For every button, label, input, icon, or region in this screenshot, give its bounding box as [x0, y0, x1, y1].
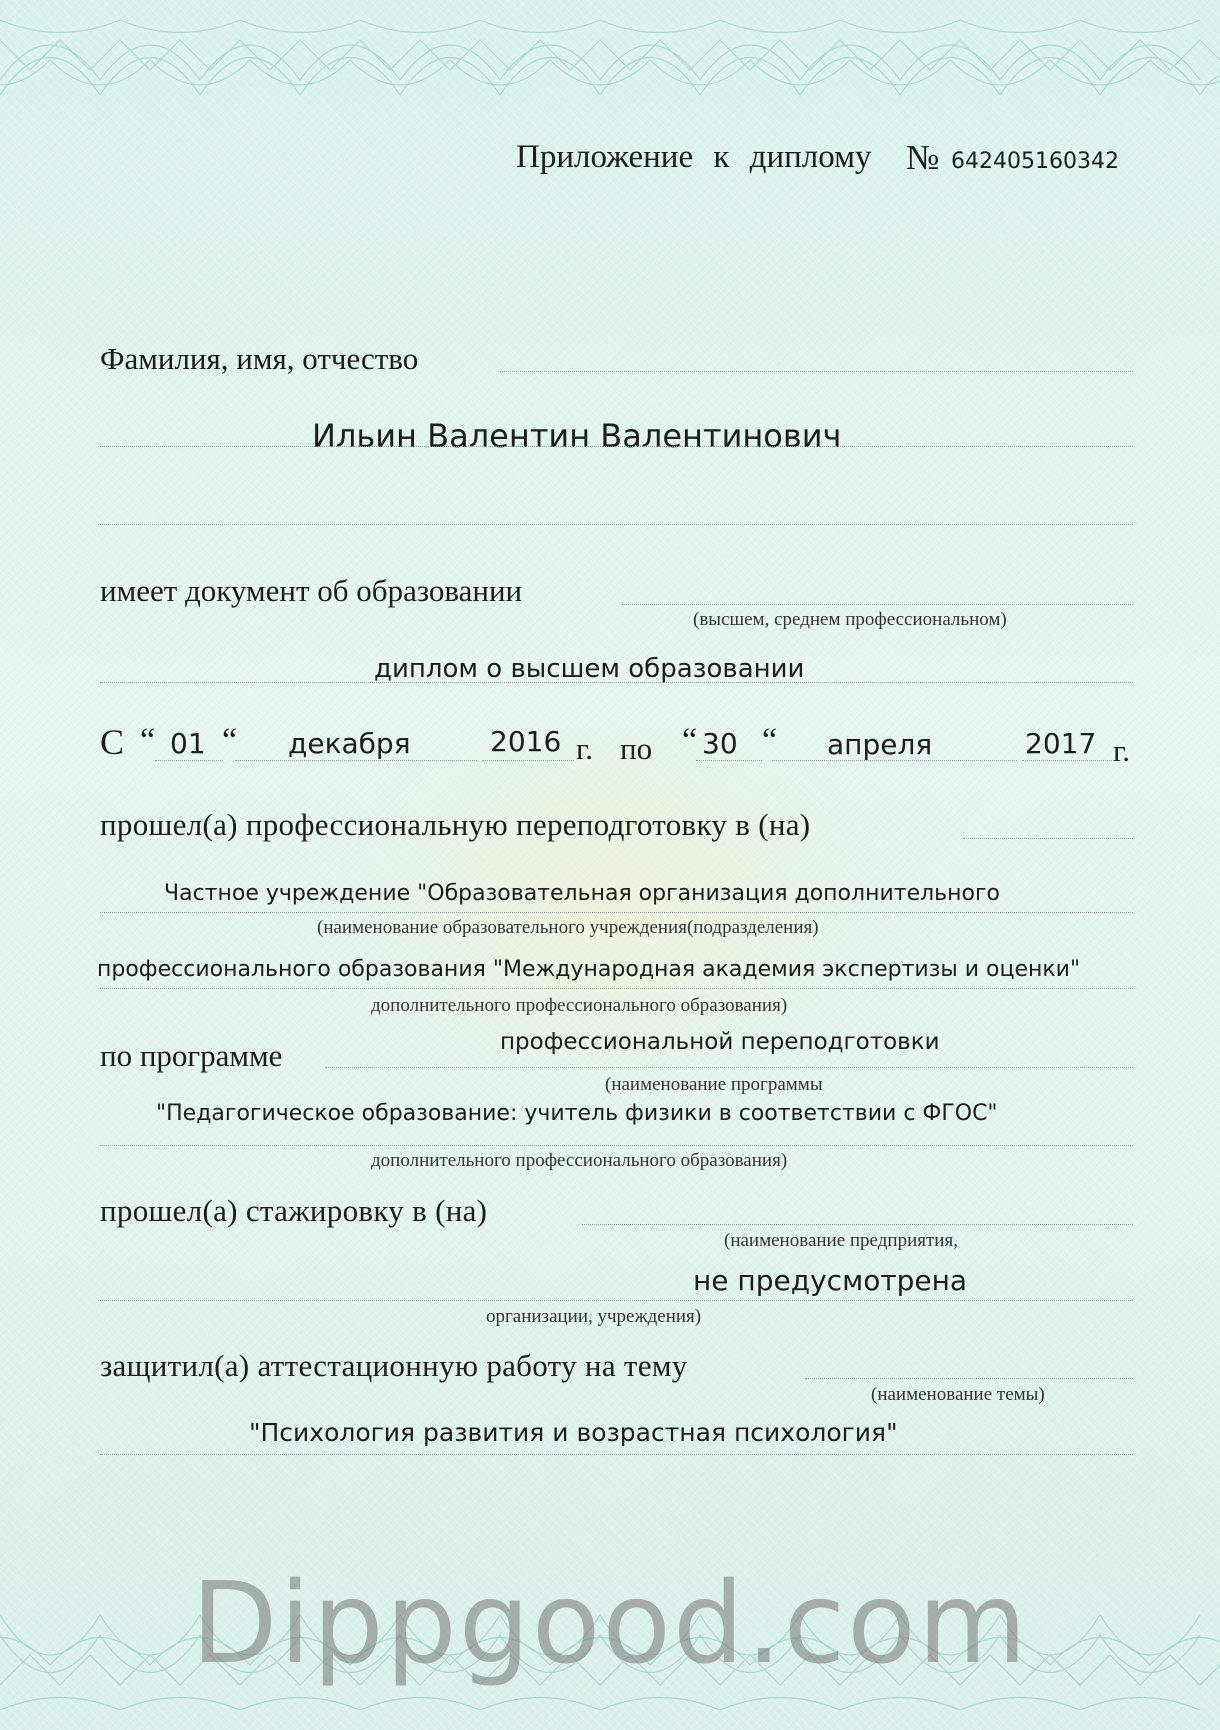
thesis-value: "Психология развития и возрастная психология"	[249, 1418, 898, 1447]
institution-line-2: профессионального образования "Международная академия экспертизы и оценки"	[97, 957, 1081, 982]
institution-line-1: Частное учреждение "Образовательная организация дополнительного	[164, 881, 1000, 906]
thesis-hint: (наименование темы)	[871, 1384, 1045, 1405]
start-month-line	[235, 760, 477, 761]
end-year-value: 2017	[1025, 727, 1097, 760]
diploma-number: 642405160342	[951, 149, 1119, 174]
education-line-2	[100, 682, 1133, 683]
education-label: имеет документ об образовании	[100, 573, 523, 608]
program-label: по программе	[100, 1038, 283, 1073]
period-prefix: С	[100, 722, 125, 762]
fio-line-3	[100, 524, 1133, 525]
program-line-1	[325, 1067, 1133, 1068]
education-value: диплом о высшем образовании	[374, 654, 805, 684]
start-day-quote-close: “	[222, 722, 238, 759]
fio-label: Фамилия, имя, отчество	[100, 341, 419, 376]
internship-line-1	[582, 1224, 1133, 1225]
program-hint-1: (наименование программы	[605, 1074, 823, 1095]
internship-hint-2: организации, учреждения)	[486, 1306, 702, 1327]
thesis-line-1	[805, 1378, 1133, 1379]
number-sign: №	[906, 138, 940, 177]
retraining-line-3	[100, 988, 1133, 989]
program-hint-2: дополнительного профессионального образования)	[371, 1150, 788, 1171]
start-year-suffix: г.	[576, 731, 593, 766]
fio-value: Ильин Валентин Валентинович	[312, 417, 842, 455]
retraining-label: прошел(а) профессиональную переподготовку в (на)	[100, 807, 811, 842]
end-year-suffix: г.	[1113, 733, 1130, 768]
retraining-line-2	[100, 912, 1133, 913]
program-value-2: "Педагогическое образование: учитель физики в соответствии с ФГОС"	[156, 1101, 998, 1126]
retraining-line-1	[963, 838, 1133, 839]
end-day-value: 30	[702, 727, 738, 760]
end-month-line	[772, 760, 1017, 761]
end-month-value: апреля	[827, 728, 933, 761]
institution-hint-1: (наименование образовательного учреждения(подразделения)	[317, 917, 819, 938]
education-hint: (высшем, среднем профессиональном)	[693, 609, 1007, 630]
internship-value: не предусмотрена	[693, 1264, 968, 1297]
end-day-quote-open: “	[682, 722, 698, 759]
internship-hint-1: (наименование предприятия,	[724, 1230, 958, 1251]
start-day-value: 01	[170, 727, 206, 760]
document-title: Приложение к диплому	[516, 139, 872, 175]
internship-label: прошел(а) стажировку в (на)	[100, 1193, 488, 1228]
period-to-label: по	[620, 731, 653, 766]
watermark: Dippgood.com	[191, 1559, 1029, 1689]
fio-line-1	[500, 371, 1133, 372]
start-day-quote-open: “	[140, 722, 156, 759]
program-value-1: профессиональной переподготовки	[500, 1029, 940, 1055]
start-month-value: декабря	[288, 727, 411, 760]
internship-line-2	[100, 1300, 1133, 1301]
end-year-line	[1022, 760, 1112, 761]
start-year-value: 2016	[490, 725, 562, 758]
start-year-line	[482, 760, 574, 761]
guilloche-top-ornament	[0, 0, 1220, 115]
thesis-line-2	[100, 1454, 1133, 1455]
program-line-2	[100, 1145, 1133, 1146]
start-day-line	[155, 760, 223, 761]
education-line-1	[622, 604, 1133, 605]
fio-line-2	[100, 446, 1133, 447]
end-day-quote-close: “	[762, 722, 778, 759]
thesis-label: защитил(а) аттестационную работу на тему	[100, 1348, 688, 1383]
end-day-line	[696, 760, 762, 761]
institution-hint-2: дополнительного профессионального образования)	[371, 995, 788, 1016]
